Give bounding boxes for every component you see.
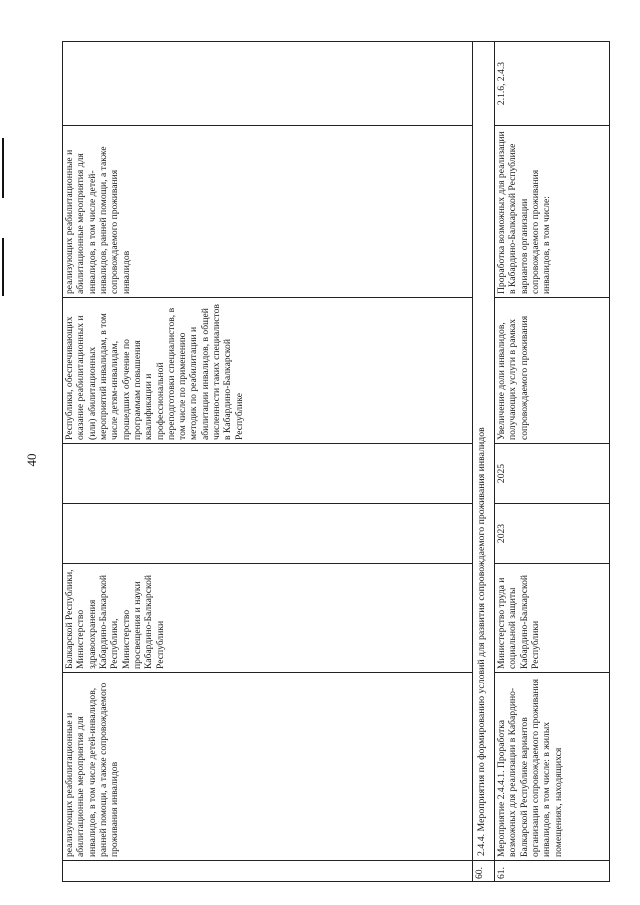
responsible-cell: Министерство труда и социальной защиты Кабардино-Балкарской Республики bbox=[495, 564, 610, 673]
indicators-cell: 2.1.6, 2.4.3 bbox=[495, 42, 610, 126]
row-number: 60. bbox=[473, 861, 495, 882]
indicators-cell bbox=[63, 42, 473, 126]
result-cell: Увеличение доли инвалидов, получающих услуги в рамках сопровождаемого проживания bbox=[495, 298, 610, 444]
table-row-item bbox=[495, 42, 610, 882]
section-title: 2.4.4. Мероприятия по формированию условий для развития сопровождаемого проживания инвалидов bbox=[473, 42, 495, 861]
binding-mark-top bbox=[2, 138, 4, 198]
table-row-section bbox=[473, 42, 495, 882]
row-number bbox=[63, 861, 473, 882]
row-number: 61. bbox=[495, 861, 610, 882]
start-year-cell: 2023 bbox=[495, 504, 610, 564]
measure-cell: Мероприятие 2.4.4.1. Проработка возможных для реализации в Кабардино-Балкарской Республике вариантов организации сопровождаемого проживания инвалидов, в том числе: в жилых помещениях, находящихся bbox=[495, 673, 610, 861]
binding-mark-bottom bbox=[2, 238, 4, 296]
start-year-cell bbox=[63, 504, 473, 564]
measure-cell: реализующих реабилитационные и абилитационные мероприятия для инвалидов, в том числе детей-инвалидов, ранней помощи, а также сопровождаемого проживания инвалидов bbox=[63, 673, 473, 861]
page-number: 40 bbox=[24, 453, 39, 467]
responsible-cell: Балкарской Республики, Министерство здравоохранения Кабардино-Балкарской Республики, Министерство просвещения и науки Кабардино-Балкарской Республики bbox=[63, 564, 473, 673]
table-row-continuation bbox=[63, 42, 473, 882]
measures-table bbox=[62, 41, 610, 882]
rotated-document-page bbox=[62, 42, 609, 882]
end-year-cell: 2025 bbox=[495, 444, 610, 504]
result-cell: Республики, обеспечивающих оказание реабилитационных и (или) абилитационных мероприятий инвалидам, в том числе детям-инвалидам, прошедших обучение по программам повышения квалификации и профессиональной переподготовки специалистов, в том числе по применению методик по реабилитации и абилитации инвалидов, в общей численности таких специалистов в Кабардино-Балкарской Республике bbox=[63, 298, 473, 444]
end-year-cell bbox=[63, 444, 473, 504]
links-cell: Проработка возможных для реализации в Кабардино-Балкарской Республике вариантов организации сопровождаемого проживания инвалидов, в том числе: bbox=[495, 126, 610, 298]
links-cell: реализующих реабилитационные и абилитационные мероприятия для инвалидов, в том числе детей-инвалидов, ранней помощи, а также сопровождаемого проживания инвалидов bbox=[63, 126, 473, 298]
